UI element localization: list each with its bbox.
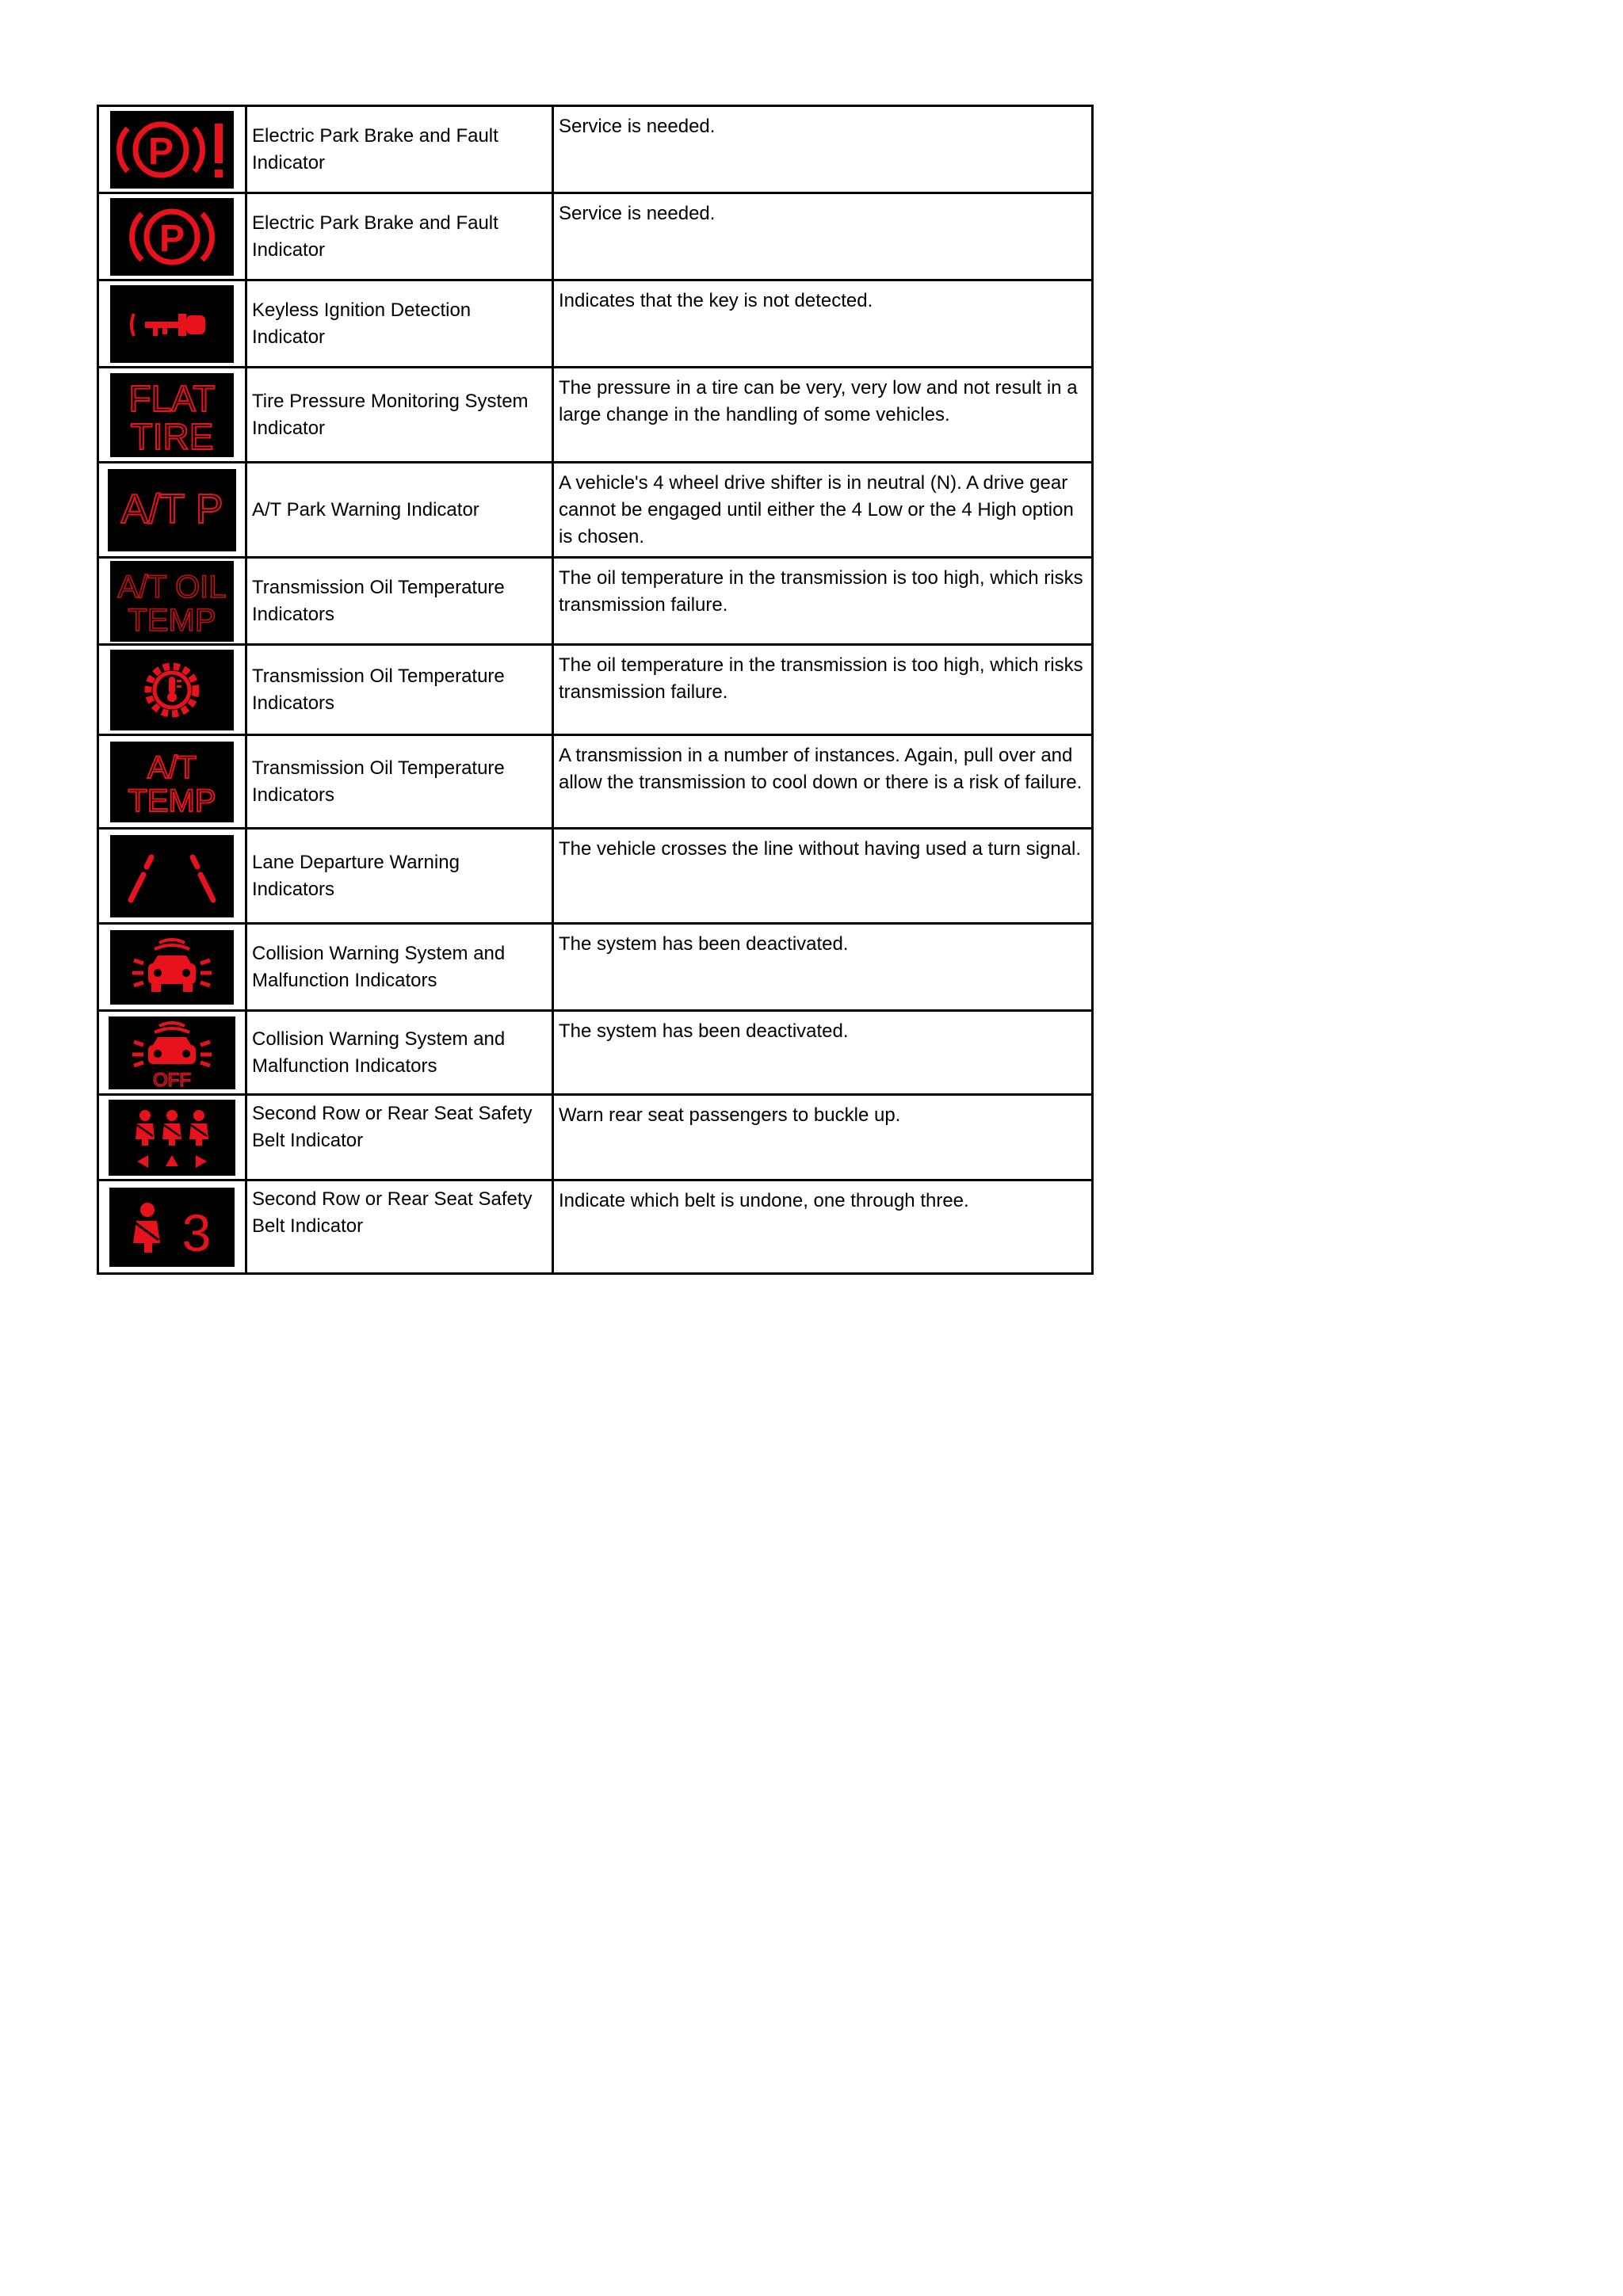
table-row	[98, 735, 1093, 829]
indicator-name: Transmission Oil Temperature Indicators	[252, 665, 505, 714]
indicator-name: Transmission Oil Temperature Indicators	[252, 757, 505, 806]
indicator-name-cell	[246, 645, 553, 735]
icon-cell	[98, 193, 246, 280]
indicator-name-cell	[246, 829, 553, 924]
indicator-description: Service is needed.	[559, 203, 716, 224]
indicator-name: A/T Park Warning Indicator	[252, 498, 479, 521]
table-row	[98, 280, 1093, 368]
indicator-description: The pressure in a tire can be very, very low and not result in a large change in the handling of some vehicles.	[559, 377, 1078, 425]
indicator-table	[97, 105, 1094, 1275]
table-row	[98, 368, 1093, 463]
at-park-icon	[108, 469, 236, 551]
rear-seatbelt-icon	[109, 1100, 235, 1176]
indicator-description-cell	[553, 924, 1093, 1011]
indicator-description-cell	[553, 368, 1093, 463]
indicator-name: Second Row or Rear Seat Safety Belt Indicator	[252, 1188, 533, 1237]
indicator-name: Second Row or Rear Seat Safety Belt Indicator	[252, 1103, 533, 1151]
seatbelt-three-icon	[109, 1188, 235, 1267]
indicator-name: Electric Park Brake and Fault Indicator	[252, 124, 498, 174]
icon-cell	[98, 106, 246, 193]
indicator-description-cell	[553, 735, 1093, 829]
indicator-description: Service is needed.	[559, 116, 716, 137]
indicator-description-cell	[553, 1095, 1093, 1180]
indicator-name-cell	[246, 106, 553, 193]
indicator-name-cell	[246, 1011, 553, 1095]
indicator-name-cell	[246, 924, 553, 1011]
flat-tire-icon	[110, 373, 234, 457]
icon-cell	[98, 1095, 246, 1180]
icon-cell	[98, 1180, 246, 1274]
table-row	[98, 1095, 1093, 1180]
table-row	[98, 645, 1093, 735]
icon-cell	[98, 280, 246, 368]
svg-text:P: P	[147, 130, 174, 173]
indicator-description: A vehicle's 4 wheel drive shifter is in neutral (N). A drive gear cannot be engaged until either the 4 Low or the 4 High option is chosen.	[559, 472, 1074, 547]
icon-cell	[98, 645, 246, 735]
icon-text-line-1: A/T P	[120, 486, 223, 532]
indicator-name: Electric Park Brake and Fault Indicator	[252, 212, 498, 261]
indicator-name: Lane Departure Warning Indicators	[252, 851, 460, 900]
indicator-name-cell	[246, 280, 553, 368]
icon-text-line-2: TEMP	[128, 602, 216, 638]
icon-cell	[98, 829, 246, 924]
table-row	[98, 1011, 1093, 1095]
indicator-name-cell	[246, 463, 553, 558]
indicator-description: The oil temperature in the transmission is too high, which risks transmission failure.	[559, 567, 1083, 616]
icon-text-line-1: A/T OIL	[117, 569, 227, 605]
keyless-ignition-icon	[110, 285, 234, 363]
icon-text-line-1: FLAT	[128, 377, 216, 419]
gear-thermometer-icon	[110, 650, 234, 730]
indicator-description: A transmission in a number of instances. Again, pull over and allow the transmission to cool down or there is a risk of failure.	[559, 745, 1083, 793]
indicator-description-cell	[553, 558, 1093, 645]
table-row	[98, 463, 1093, 558]
indicator-description: The oil temperature in the transmission is too high, which risks transmission failure.	[559, 654, 1083, 703]
indicator-description: The system has been deactivated.	[559, 1020, 849, 1042]
table-row	[98, 106, 1093, 193]
indicator-name-cell	[246, 1180, 553, 1274]
indicator-description: The system has been deactivated.	[559, 933, 849, 955]
indicator-name: Collision Warning System and Malfunction Indicators	[252, 942, 506, 991]
icon-text-line-2: TIRE	[130, 415, 214, 457]
indicator-description-cell	[553, 463, 1093, 558]
indicator-description-cell	[553, 645, 1093, 735]
park-brake-icon	[110, 198, 234, 276]
table-row	[98, 829, 1093, 924]
icon-text-line-1: OFF	[153, 1069, 191, 1089]
icon-cell	[98, 558, 246, 645]
icon-cell	[98, 1011, 246, 1095]
indicator-description-cell	[553, 280, 1093, 368]
indicator-name: Keyless Ignition Detection Indicator	[252, 299, 472, 348]
indicator-description-cell	[553, 1011, 1093, 1095]
indicator-description: Indicates that the key is not detected.	[559, 290, 873, 311]
icon-cell	[98, 735, 246, 829]
table-row	[98, 924, 1093, 1011]
indicator-name-cell	[246, 735, 553, 829]
indicator-name-cell	[246, 193, 553, 280]
at-oil-temp-icon	[110, 561, 234, 642]
indicator-description: Indicate which belt is undone, one through three.	[559, 1190, 969, 1211]
icon-cell	[98, 924, 246, 1011]
indicator-name: Tire Pressure Monitoring System Indicator	[252, 390, 529, 439]
indicator-name-cell	[246, 368, 553, 463]
indicator-name: Transmission Oil Temperature Indicators	[252, 576, 505, 625]
indicator-description: Warn rear seat passengers to buckle up.	[559, 1104, 901, 1126]
indicator-name-cell	[246, 1095, 553, 1180]
indicator-description-cell	[553, 829, 1093, 924]
icon-cell	[98, 463, 246, 558]
indicator-description: The vehicle crosses the line without having used a turn signal.	[559, 838, 1082, 860]
table-row	[98, 1180, 1093, 1274]
table-row	[98, 193, 1093, 280]
icon-text-line-2: TEMP	[128, 783, 216, 818]
indicator-name: Collision Warning System and Malfunction Indicators	[252, 1028, 506, 1077]
icon-text-line-1: 3	[181, 1203, 212, 1262]
table-row	[98, 558, 1093, 645]
indicator-description-cell	[553, 193, 1093, 280]
indicator-description-cell	[553, 106, 1093, 193]
icon-cell	[98, 368, 246, 463]
collision-warning-icon	[110, 930, 234, 1005]
icon-text-line-1: A/T	[147, 749, 197, 785]
lane-departure-icon	[110, 835, 234, 917]
indicator-description-cell	[553, 1180, 1093, 1274]
svg-text:P: P	[158, 217, 185, 260]
at-temp-icon	[110, 742, 234, 822]
indicator-name-cell	[246, 558, 553, 645]
collision-warning-off-icon	[109, 1016, 235, 1089]
park-brake-fault-icon	[110, 111, 234, 189]
